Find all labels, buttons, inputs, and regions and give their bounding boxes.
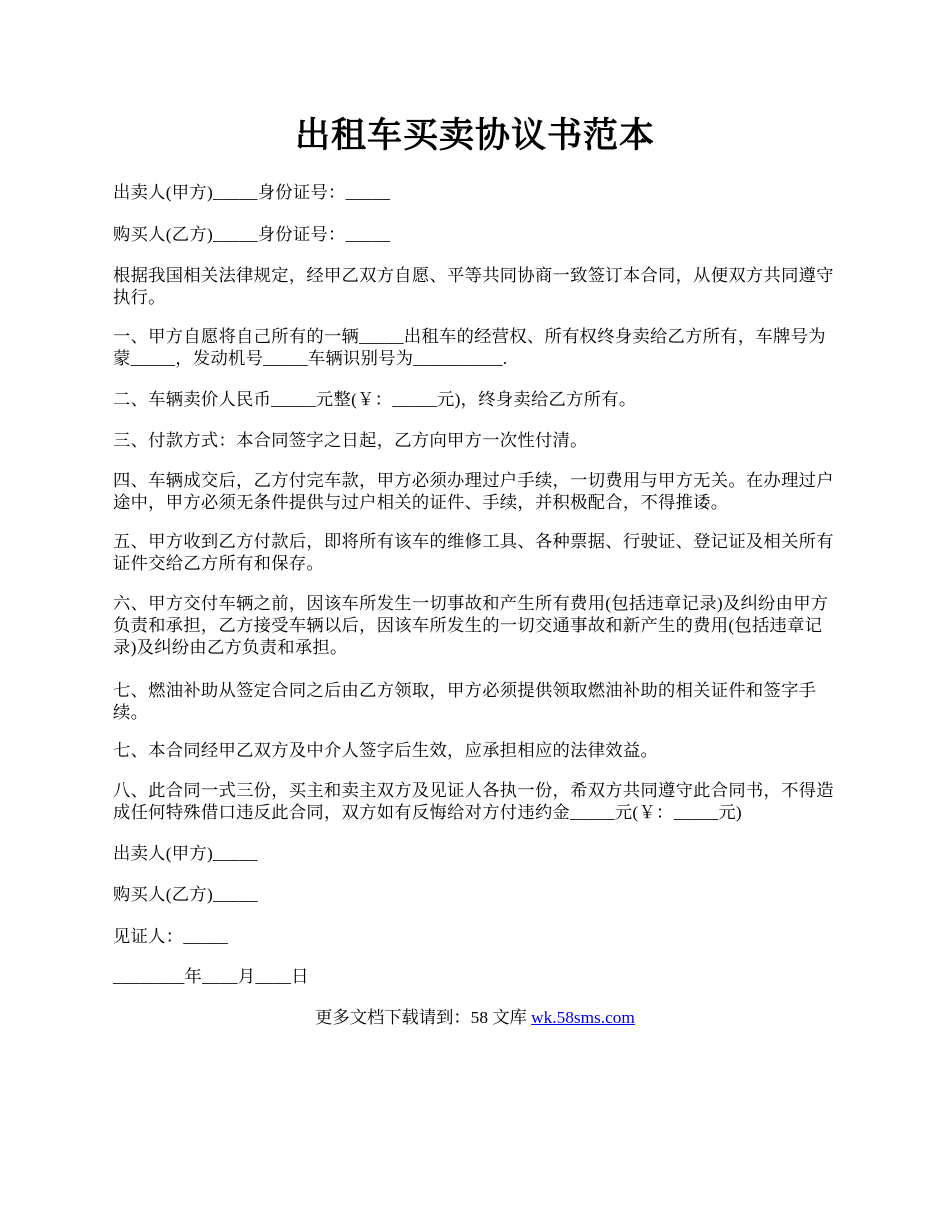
clause-7b-paragraph: 七、本合同经甲乙双方及中介人签字后生效，应承担相应的法律效益。 xyxy=(113,741,659,760)
seller-signature-line: 出卖人(甲方)_____ xyxy=(113,844,258,863)
clause-4-paragraph: 四、车辆成交后，乙方付完车款，甲方必须办理过户手续，一切费用与甲方无关。在办理过户途中，甲方必须无条件提供与过户相关的证件、手续，并积极配合，不得推诿。 xyxy=(113,471,834,512)
preamble-paragraph: 根据我国相关法律规定，经甲乙双方自愿、平等共同协商一致签订本合同，从便双方共同遵守执行。 xyxy=(113,266,834,307)
clause-1-paragraph: 一、甲方自愿将自己所有的一辆_____出租车的经营权、所有权终身卖给乙方所有，车牌号为蒙_____，发动机号_____车辆识别号为__________. xyxy=(113,327,826,368)
clause-3-paragraph: 三、付款方式：本合同签字之日起，乙方向甲方一次性付清。 xyxy=(113,431,588,450)
clause-5-paragraph: 五、甲方收到乙方付款后，即将所有该车的维修工具、各种票据、行驶证、登记证及相关所有证件交给乙方所有和保存。 xyxy=(113,532,834,573)
seller-line: 出卖人(甲方)_____身份证号：_____ xyxy=(113,183,391,202)
buyer-signature-line: 购买人(乙方)_____ xyxy=(113,885,258,904)
buyer-line: 购买人(乙方)_____身份证号：_____ xyxy=(113,225,391,244)
clause-7a-paragraph: 七、燃油补助从签定合同之后由乙方领取，甲方必须提供领取燃油补助的相关证件和签字手续。 xyxy=(113,681,817,722)
clause-8-paragraph: 八、此合同一式三份，买主和卖主双方及见证人各执一份，希双方共同遵守此合同书，不得造成任何特殊借口违反此合同，双方如有反悔给对方付违约金_____元(￥：_____元) xyxy=(113,781,834,822)
date-line: ________年____月____日 xyxy=(113,967,309,986)
footer xyxy=(0,1007,950,1029)
footer-link[interactable]: wk.58sms.com xyxy=(531,1008,635,1027)
witness-signature-line: 见证人：_____ xyxy=(113,927,229,946)
footer-prefix: 更多文档下载请到：58 文库 xyxy=(315,1008,532,1027)
clause-2-paragraph: 二、车辆卖价人民币_____元整(￥：_____元)，终身卖给乙方所有。 xyxy=(113,390,637,409)
page-title: 出租车买卖协议书范本 xyxy=(294,115,655,156)
clause-6-paragraph: 六、甲方交付车辆之前，因该车所发生一切事故和产生所有费用(包括违章记录)及纠纷由甲方负责和承担，乙方接受车辆以后，因该车所发生的一切交通事故和新产生的费用(包括违章记录)及纠纷由乙方负责和承担。 xyxy=(113,594,829,657)
